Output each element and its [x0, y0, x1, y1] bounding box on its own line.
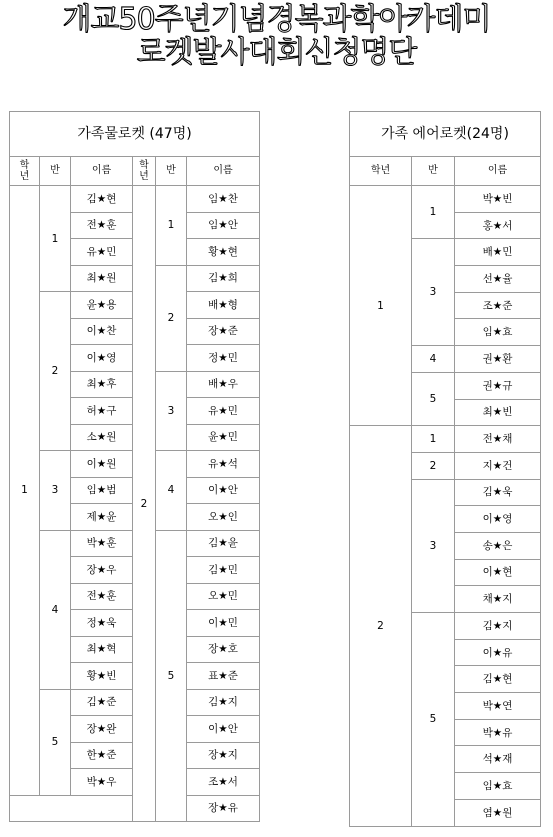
name-cell: 장★유: [187, 795, 260, 822]
header-class: 반: [40, 157, 71, 186]
name-cell: 김★욱: [455, 479, 541, 506]
class-cell: 4: [40, 530, 71, 689]
name-cell: 배★우: [187, 371, 260, 398]
class-cell: 3: [412, 479, 455, 612]
name-cell: 오★민: [187, 583, 260, 610]
name-cell: 전★채: [455, 426, 541, 453]
name-cell: 황★빈: [71, 663, 133, 690]
header-class: 반: [412, 157, 455, 186]
header-name: 이름: [187, 157, 260, 186]
class-cell: 4: [412, 346, 455, 373]
class-cell: 1: [412, 426, 455, 453]
class-cell: 1: [40, 186, 71, 292]
name-cell: 최★혁: [71, 636, 133, 663]
name-cell: 전★훈: [71, 212, 133, 239]
name-cell: 소★원: [71, 424, 133, 451]
class-cell: 1: [156, 186, 187, 266]
name-cell: 임★안: [187, 212, 260, 239]
name-cell: 석★재: [455, 746, 541, 773]
grade-cell: 1: [10, 186, 40, 796]
name-cell: 이★영: [71, 345, 133, 372]
name-cell: 한★준: [71, 742, 133, 769]
name-cell: 최★후: [71, 371, 133, 398]
header-name: 이름: [71, 157, 133, 186]
class-cell: 5: [40, 689, 71, 795]
name-cell: 이★안: [187, 477, 260, 504]
name-cell: 권★환: [455, 346, 541, 373]
name-cell: 장★준: [187, 318, 260, 345]
name-cell: 김★민: [187, 557, 260, 584]
name-cell: 송★은: [455, 532, 541, 559]
class-cell: 3: [412, 239, 455, 346]
name-cell: 조★서: [187, 769, 260, 796]
name-cell: 배★민: [455, 239, 541, 266]
class-cell: 2: [40, 292, 71, 451]
name-cell: 김★지: [455, 613, 541, 640]
name-cell: 황★현: [187, 239, 260, 266]
grade-cell: 1: [350, 186, 412, 426]
name-cell: 임★범: [71, 477, 133, 504]
name-cell: 임★효: [455, 773, 541, 800]
name-cell: 장★완: [71, 716, 133, 743]
name-cell: 김★준: [71, 689, 133, 716]
name-cell: 전★훈: [71, 583, 133, 610]
title-line-2: 로켓발사대회신청명단: [136, 35, 417, 70]
name-cell: 최★빈: [455, 399, 541, 426]
header-name: 이름: [455, 157, 541, 186]
header-grade-line2: 년: [139, 171, 149, 182]
header-grade-line2: 년: [19, 171, 30, 182]
class-cell: 3: [156, 371, 187, 451]
name-cell: 김★지: [187, 689, 260, 716]
name-cell: 박★우: [71, 769, 133, 796]
header-grade-line1: 학: [19, 160, 30, 171]
name-cell: 이★영: [455, 506, 541, 533]
name-cell: 염★원: [455, 799, 541, 826]
name-cell: 선★율: [455, 266, 541, 293]
name-cell: 정★욱: [71, 610, 133, 637]
name-cell: 임★찬: [187, 186, 260, 213]
name-cell: 채★지: [455, 586, 541, 613]
name-cell: 제★윤: [71, 504, 133, 531]
header-grade: 학년: [350, 157, 412, 186]
name-cell: 박★연: [455, 693, 541, 720]
name-cell: 권★규: [455, 372, 541, 399]
grade-cell: 2: [133, 186, 156, 822]
name-cell: 김★희: [187, 265, 260, 292]
class-cell: 2: [412, 452, 455, 479]
header-class: 반: [156, 157, 187, 186]
class-cell: 5: [156, 530, 187, 822]
name-cell: 이★원: [71, 451, 133, 478]
name-cell: 장★지: [187, 742, 260, 769]
air-rocket-table: [349, 111, 541, 827]
name-cell: 허★구: [71, 398, 133, 425]
name-cell: 유★석: [187, 451, 260, 478]
class-cell: 5: [412, 613, 455, 827]
name-cell: 이★유: [455, 639, 541, 666]
name-cell: 윤★용: [71, 292, 133, 319]
grade-cell: 2: [350, 426, 412, 826]
name-cell: 박★빈: [455, 186, 541, 213]
name-cell: 최★원: [71, 265, 133, 292]
table-caption: 가족 에어로켓(24명): [350, 112, 541, 157]
class-cell: 3: [40, 451, 71, 531]
name-cell: 정★민: [187, 345, 260, 372]
name-cell: 이★민: [187, 610, 260, 637]
name-cell: 김★현: [71, 186, 133, 213]
name-cell: 지★건: [455, 452, 541, 479]
name-cell: 표★준: [187, 663, 260, 690]
name-cell: 윤★민: [187, 424, 260, 451]
name-cell: 김★윤: [187, 530, 260, 557]
name-cell: 조★준: [455, 292, 541, 319]
name-cell: 이★찬: [71, 318, 133, 345]
name-cell: 이★현: [455, 559, 541, 586]
class-cell: 4: [156, 451, 187, 531]
name-cell: 유★민: [187, 398, 260, 425]
name-cell: 배★형: [187, 292, 260, 319]
name-cell: 이★안: [187, 716, 260, 743]
name-cell: 임★효: [455, 319, 541, 346]
name-cell: 김★현: [455, 666, 541, 693]
name-cell: 장★우: [71, 557, 133, 584]
header-grade: [10, 157, 40, 186]
header-grade: [133, 157, 156, 186]
class-cell: 1: [412, 186, 455, 239]
name-cell: 오★인: [187, 504, 260, 531]
name-cell: 홍★서: [455, 212, 541, 239]
empty-cell: [10, 795, 133, 822]
class-cell: 2: [156, 265, 187, 371]
table-caption: 가족물로켓 (47명): [10, 112, 260, 157]
water-rocket-table: [9, 111, 260, 822]
header-grade-line1: 학: [139, 160, 149, 171]
class-cell: 5: [412, 372, 455, 425]
name-cell: 박★유: [455, 719, 541, 746]
name-cell: 박★훈: [71, 530, 133, 557]
name-cell: 유★민: [71, 239, 133, 266]
title-line-1: 개교50주년기념경복과학아카데미: [62, 2, 491, 37]
name-cell: 장★호: [187, 636, 260, 663]
